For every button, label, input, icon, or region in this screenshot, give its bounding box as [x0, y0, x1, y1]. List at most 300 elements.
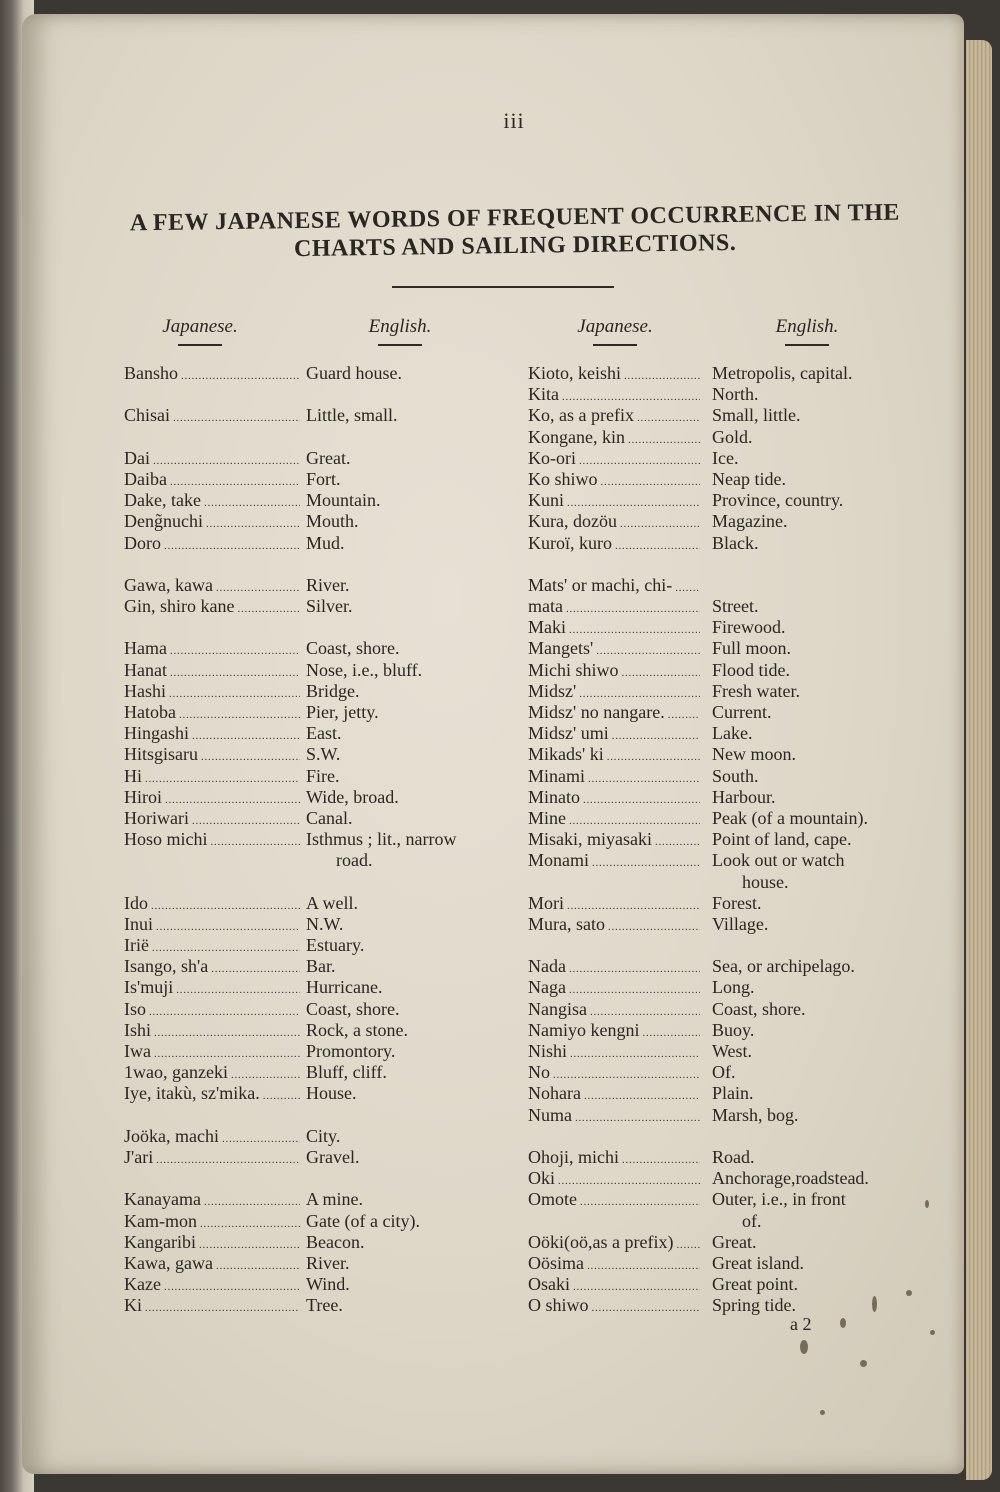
japanese-term-text: Mine	[528, 807, 566, 828]
english-meaning: Neap tide.	[712, 468, 786, 489]
japanese-term	[124, 999, 300, 1020]
english-meaning: house.	[742, 871, 789, 892]
english-meaning: Hurricane.	[306, 977, 383, 998]
glossary-row	[124, 575, 514, 596]
glossary-row	[528, 829, 908, 850]
heading-line-2: CHARTS AND SAILING DIRECTIONS.	[293, 229, 737, 263]
english-meaning: Black.	[712, 532, 759, 553]
glossary-row	[124, 723, 514, 744]
glossary-row	[528, 808, 908, 829]
glossary-row	[124, 935, 514, 956]
japanese-term-text: Kuroï, kuro	[528, 532, 612, 553]
glossary-row	[124, 999, 514, 1020]
glossary-row	[124, 808, 514, 829]
english-meaning: Tree.	[306, 1295, 343, 1316]
heading-rule	[392, 286, 614, 288]
english-meaning: Mountain.	[306, 490, 381, 511]
japanese-term-text: Ki	[124, 1295, 142, 1316]
english-meaning: Ice.	[712, 447, 739, 468]
glossary-row	[124, 1295, 514, 1316]
english-meaning: Anchorage,roadstead.	[712, 1168, 869, 1189]
japanese-term	[124, 363, 300, 384]
glossary-row	[528, 1083, 908, 1104]
japanese-term-text: Midsz'	[528, 680, 577, 701]
japanese-term	[528, 914, 700, 935]
glossary-row	[528, 935, 908, 956]
japanese-term	[124, 723, 300, 744]
english-meaning: West.	[712, 1041, 753, 1061]
japanese-term-text: No	[528, 1062, 550, 1083]
stain	[930, 1330, 935, 1335]
japanese-term-text: Namiyo kengni	[528, 1019, 640, 1040]
english-meaning: Pier, jetty.	[306, 702, 379, 722]
japanese-term-text: J'ari	[124, 1146, 154, 1167]
glossary-row	[124, 384, 514, 405]
japanese-term-text: Gawa, kawa	[124, 574, 213, 595]
english-meaning: Gold.	[712, 426, 753, 447]
japanese-term-text: Osaki	[528, 1274, 570, 1295]
header-underline	[593, 344, 637, 346]
japanese-term-text: Hi	[124, 765, 142, 786]
glossary-row	[528, 533, 908, 554]
japanese-term-text: Hingashi	[124, 723, 189, 744]
glossary-row	[124, 511, 514, 532]
japanese-term-text: Nishi	[528, 1041, 568, 1061]
glossary-row	[528, 1189, 908, 1210]
japanese-term-text: Nohara	[528, 1083, 581, 1104]
japanese-term-text: Doro	[124, 532, 161, 553]
english-meaning: Harbour.	[712, 786, 776, 807]
glossary-row	[124, 1232, 514, 1253]
glossary-row	[124, 1083, 514, 1104]
japanese-term-text: Hama	[124, 638, 167, 659]
japanese-term	[528, 596, 700, 617]
japanese-term	[124, 575, 300, 596]
japanese-term	[528, 893, 700, 914]
japanese-term-text: Ohoji, michi	[528, 1146, 619, 1167]
english-meaning: Rock, a stone.	[306, 1019, 408, 1040]
english-meaning: Village.	[712, 913, 769, 934]
glossary-row	[124, 638, 514, 659]
japanese-term	[528, 1253, 700, 1274]
glossary-row	[124, 490, 514, 511]
japanese-term-text: Hatoba	[124, 702, 176, 722]
english-meaning: Flood tide.	[712, 659, 791, 680]
japanese-term	[124, 469, 300, 490]
glossary-row	[124, 1189, 514, 1210]
glossary-row	[528, 1105, 908, 1126]
stain	[800, 1340, 808, 1354]
right-japanese-header	[560, 316, 670, 346]
english-meaning: Bluff, cliff.	[306, 1062, 387, 1083]
english-meaning: City.	[306, 1125, 341, 1146]
english-meaning: Gravel.	[306, 1146, 360, 1167]
english-meaning: A well.	[306, 892, 358, 913]
japanese-term-text: Midsz' umi	[528, 723, 609, 744]
glossary-row	[528, 575, 908, 596]
glossary-row	[528, 405, 908, 426]
japanese-term-text: O shiwo	[528, 1295, 589, 1316]
header-label: Japanese.	[162, 316, 238, 337]
japanese-term	[124, 829, 300, 850]
glossary-row	[124, 469, 514, 490]
japanese-term-text: Numa	[528, 1104, 572, 1125]
japanese-term-text: Oöki(oö,as a prefix)	[528, 1231, 674, 1252]
english-meaning: Coast, shore.	[712, 998, 806, 1019]
japanese-term-text: Oösima	[528, 1252, 584, 1273]
japanese-term-text: Hoso michi	[124, 829, 208, 850]
english-meaning: Peak (of a mountain).	[712, 807, 868, 828]
glossary-row	[124, 829, 514, 850]
japanese-term	[528, 723, 700, 744]
japanese-term-text: Maki	[528, 617, 566, 638]
glossary-row	[528, 744, 908, 765]
glossary-row	[528, 1232, 908, 1253]
english-meaning: Promontory.	[306, 1041, 396, 1061]
japanese-term	[124, 977, 300, 998]
english-meaning: of.	[742, 1210, 762, 1231]
english-meaning: River.	[306, 1252, 350, 1273]
english-meaning: Great.	[712, 1231, 757, 1252]
japanese-term-text: Oki	[528, 1168, 555, 1189]
japanese-term-text: Minami	[528, 765, 585, 786]
english-meaning: Guard house.	[306, 363, 402, 383]
english-meaning: Small, little.	[712, 405, 801, 426]
english-meaning: Look out or watch	[712, 850, 845, 871]
japanese-term	[528, 829, 700, 850]
japanese-term	[528, 660, 700, 681]
japanese-term-text: Nada	[528, 956, 566, 977]
glossary-row	[528, 977, 908, 998]
glossary-row	[124, 872, 514, 893]
glossary-row	[124, 766, 514, 787]
english-meaning: Fire.	[306, 765, 340, 786]
japanese-term-text: Inui	[124, 913, 153, 934]
japanese-term	[528, 1274, 700, 1295]
glossary-row	[124, 1253, 514, 1274]
glossary-row	[528, 681, 908, 702]
japanese-term	[528, 617, 700, 638]
japanese-term-text: Is'muji	[124, 977, 174, 998]
japanese-term	[124, 1232, 300, 1253]
japanese-term	[528, 977, 700, 998]
japanese-term-text: Mura, sato	[528, 913, 605, 934]
japanese-term	[124, 1062, 300, 1083]
english-meaning: Silver.	[306, 596, 353, 617]
english-meaning: Canal.	[306, 807, 353, 828]
glossary-row	[124, 850, 514, 871]
japanese-term-text: Ko-ori	[528, 447, 576, 468]
glossary-row	[124, 448, 514, 469]
japanese-term	[528, 808, 700, 829]
japanese-term-text: Isango, sh'a	[124, 956, 209, 977]
japanese-term	[124, 893, 300, 914]
japanese-term-text: Ko, as a prefix	[528, 405, 634, 426]
english-meaning: East.	[306, 723, 342, 744]
glossary-row	[528, 469, 908, 490]
english-meaning: Long.	[712, 977, 755, 998]
japanese-term-text: Hanat	[124, 659, 167, 680]
header-label: English.	[775, 316, 839, 337]
japanese-term-text: Naga	[528, 977, 566, 998]
japanese-term	[528, 766, 700, 787]
english-meaning: Marsh, bog.	[712, 1104, 799, 1125]
glossary-row	[528, 554, 908, 575]
english-meaning: Fort.	[306, 468, 341, 489]
japanese-term-text: Daiba	[124, 468, 167, 489]
japanese-term	[124, 596, 300, 617]
page-number: iii	[503, 108, 525, 133]
japanese-term-text: Iye, itakù, sz'mika.	[124, 1083, 260, 1104]
japanese-term	[124, 808, 300, 829]
japanese-term	[124, 766, 300, 787]
japanese-term-text: Mikads' ki	[528, 744, 604, 765]
english-meaning: House.	[306, 1083, 357, 1104]
glossary-row	[528, 914, 908, 935]
glossary-row	[528, 702, 908, 723]
japanese-term-text: mata	[528, 596, 563, 617]
glossary-row	[528, 660, 908, 681]
japanese-term-text: Mori	[528, 892, 564, 913]
glossary-row	[528, 850, 908, 871]
english-meaning: North.	[712, 384, 759, 405]
glossary-row	[528, 448, 908, 469]
japanese-term-text: Irië	[124, 935, 149, 956]
japanese-term-text: Kura, dozöu	[528, 511, 617, 532]
japanese-term	[528, 956, 700, 977]
japanese-term	[124, 1020, 300, 1041]
english-meaning: Great.	[306, 447, 351, 468]
english-meaning: Wide, broad.	[306, 786, 399, 807]
english-meaning: Firewood.	[712, 617, 786, 638]
japanese-term	[528, 787, 700, 808]
english-meaning: Metropolis, capital.	[712, 363, 853, 383]
japanese-term-text: Kangaribi	[124, 1231, 196, 1252]
english-meaning: Street.	[712, 596, 759, 617]
glossary-row	[124, 956, 514, 977]
japanese-term	[124, 935, 300, 956]
glossary-row	[124, 914, 514, 935]
english-meaning: Sea, or archipelago.	[712, 956, 855, 977]
glossary-row	[528, 596, 908, 617]
japanese-term	[528, 511, 700, 532]
glossary-row	[124, 405, 514, 426]
glossary-row	[528, 638, 908, 659]
english-meaning: Outer, i.e., in front	[712, 1189, 846, 1210]
japanese-term	[528, 1020, 700, 1041]
english-meaning: Spring tide.	[712, 1295, 796, 1316]
glossary-row	[528, 1062, 908, 1083]
glossary-row	[528, 1147, 908, 1168]
header-label: Japanese.	[577, 316, 653, 337]
signature-mark: a 2	[790, 1314, 812, 1334]
english-meaning: Mud.	[306, 532, 345, 553]
glossary-row	[124, 533, 514, 554]
english-meaning: Bar.	[306, 956, 336, 977]
japanese-term	[528, 1232, 700, 1253]
japanese-term-text: Michi shiwo	[528, 659, 619, 680]
glossary-row	[528, 427, 908, 448]
glossary-row	[528, 384, 908, 405]
glossary-row	[124, 1274, 514, 1295]
english-meaning: Full moon.	[712, 638, 792, 659]
japanese-term-text: Joöka, machi	[124, 1125, 219, 1146]
japanese-term-text: Kioto, keishi	[528, 363, 621, 383]
japanese-term	[124, 1295, 300, 1316]
japanese-term-text: Midsz' no nangare.	[528, 702, 665, 722]
english-meaning: Mouth.	[306, 511, 359, 532]
english-meaning: S.W.	[306, 744, 341, 765]
japanese-term-text: Omote	[528, 1189, 577, 1210]
japanese-term	[528, 999, 700, 1020]
japanese-term-text: 1wao, ganzeki	[124, 1062, 228, 1083]
glossary-row	[124, 681, 514, 702]
glossary-row	[528, 1295, 908, 1316]
glossary-row	[528, 617, 908, 638]
glossary-row	[124, 1147, 514, 1168]
japanese-term	[124, 1253, 300, 1274]
glossary-row	[528, 1126, 908, 1147]
japanese-term	[124, 511, 300, 532]
right-english-header	[752, 316, 862, 346]
stain	[820, 1410, 825, 1415]
japanese-term	[124, 1147, 300, 1168]
japanese-term	[124, 914, 300, 935]
japanese-term-text: Hiroi	[124, 786, 162, 807]
japanese-term	[124, 1126, 300, 1147]
japanese-term-text: Hitsgisaru	[124, 744, 198, 765]
glossary-row	[528, 1211, 908, 1232]
glossary-row	[528, 1253, 908, 1274]
japanese-term	[528, 490, 700, 511]
japanese-term	[124, 1274, 300, 1295]
japanese-term-text: Kawa, gawa	[124, 1252, 213, 1273]
japanese-term	[124, 702, 300, 723]
japanese-term	[528, 448, 700, 469]
japanese-term	[528, 638, 700, 659]
page-edges	[966, 40, 992, 1480]
english-meaning: A mine.	[306, 1189, 363, 1210]
japanese-term	[124, 1041, 300, 1062]
japanese-term	[124, 490, 300, 511]
japanese-term	[528, 384, 700, 405]
heading-line-1: A FEW JAPANESE WORDS OF FREQUENT OCCURRENCE IN THE	[129, 199, 900, 237]
glossary-row	[124, 787, 514, 808]
glossary-row	[124, 554, 514, 575]
english-meaning: Isthmus ; lit., narrow	[306, 829, 457, 850]
japanese-term-text: Ido	[124, 892, 148, 913]
left-glossary-column	[124, 363, 514, 1316]
japanese-term	[528, 1168, 700, 1189]
english-meaning: New moon.	[712, 744, 796, 765]
glossary-row	[528, 872, 908, 893]
japanese-term	[124, 638, 300, 659]
english-meaning: South.	[712, 765, 759, 786]
japanese-term	[124, 681, 300, 702]
japanese-term-text: Kita	[528, 384, 559, 405]
glossary-row	[124, 596, 514, 617]
english-meaning: Coast, shore.	[306, 998, 400, 1019]
glossary-row	[528, 363, 908, 384]
japanese-term	[528, 1083, 700, 1104]
stain	[872, 1296, 877, 1312]
left-japanese-header	[150, 316, 250, 346]
glossary-row	[124, 893, 514, 914]
header-underline	[785, 344, 829, 346]
japanese-term-text: Mats' or machi, chi-	[528, 574, 673, 595]
glossary-row	[528, 1041, 908, 1062]
glossary-row	[124, 617, 514, 638]
japanese-term-text: Ko shiwo	[528, 468, 598, 489]
japanese-term	[528, 1189, 700, 1210]
japanese-term	[124, 448, 300, 469]
glossary-row	[528, 1168, 908, 1189]
glossary-row	[124, 1126, 514, 1147]
glossary-row	[124, 1041, 514, 1062]
japanese-term	[124, 1189, 300, 1210]
english-meaning: Wind.	[306, 1274, 350, 1295]
english-meaning: Of.	[712, 1062, 736, 1083]
japanese-term	[124, 956, 300, 977]
english-meaning: Little, small.	[306, 405, 398, 426]
japanese-term	[528, 575, 700, 596]
japanese-term-text: Kam-mon	[124, 1210, 197, 1231]
japanese-term-text: Iwa	[124, 1041, 151, 1061]
japanese-term-text: Chisai	[124, 405, 171, 426]
japanese-term	[124, 787, 300, 808]
japanese-term	[528, 533, 700, 554]
japanese-term	[124, 660, 300, 681]
glossary-row	[124, 977, 514, 998]
glossary-row	[528, 787, 908, 808]
glossary-row	[124, 702, 514, 723]
header-label: English.	[368, 316, 432, 337]
japanese-term	[528, 1147, 700, 1168]
japanese-term-text: Kanayama	[124, 1189, 201, 1210]
glossary-row	[124, 1020, 514, 1041]
japanese-term-text: Gin, shiro kane	[124, 596, 235, 617]
japanese-term	[124, 1211, 300, 1232]
english-meaning: Gate (of a city).	[306, 1210, 420, 1231]
glossary-row	[528, 999, 908, 1020]
japanese-term-text: Deng̃nuchi	[124, 511, 203, 532]
japanese-term-text: Kongane, kin	[528, 426, 625, 447]
english-meaning: Lake.	[712, 723, 753, 744]
left-english-header	[345, 316, 455, 346]
japanese-term	[124, 405, 300, 426]
japanese-term	[528, 1105, 700, 1126]
japanese-term	[528, 1062, 700, 1083]
japanese-term-text: Kaze	[124, 1274, 161, 1295]
japanese-term	[528, 702, 700, 723]
english-meaning: Fresh water.	[712, 680, 800, 701]
glossary-row	[528, 956, 908, 977]
english-meaning: Great island.	[712, 1252, 804, 1273]
japanese-term-text: Hashi	[124, 680, 166, 701]
stain	[906, 1290, 912, 1296]
english-meaning: N.W.	[306, 913, 344, 934]
japanese-term-text: Monami	[528, 850, 589, 871]
english-meaning: Road.	[712, 1146, 755, 1167]
japanese-term-text: Misaki, miyasaki	[528, 829, 652, 850]
glossary-row	[528, 490, 908, 511]
japanese-term-text: Iso	[124, 998, 146, 1019]
glossary-row	[124, 427, 514, 448]
english-meaning: Coast, shore.	[306, 638, 400, 659]
stain	[925, 1200, 929, 1208]
japanese-term	[528, 681, 700, 702]
english-meaning: Forest.	[712, 892, 762, 913]
